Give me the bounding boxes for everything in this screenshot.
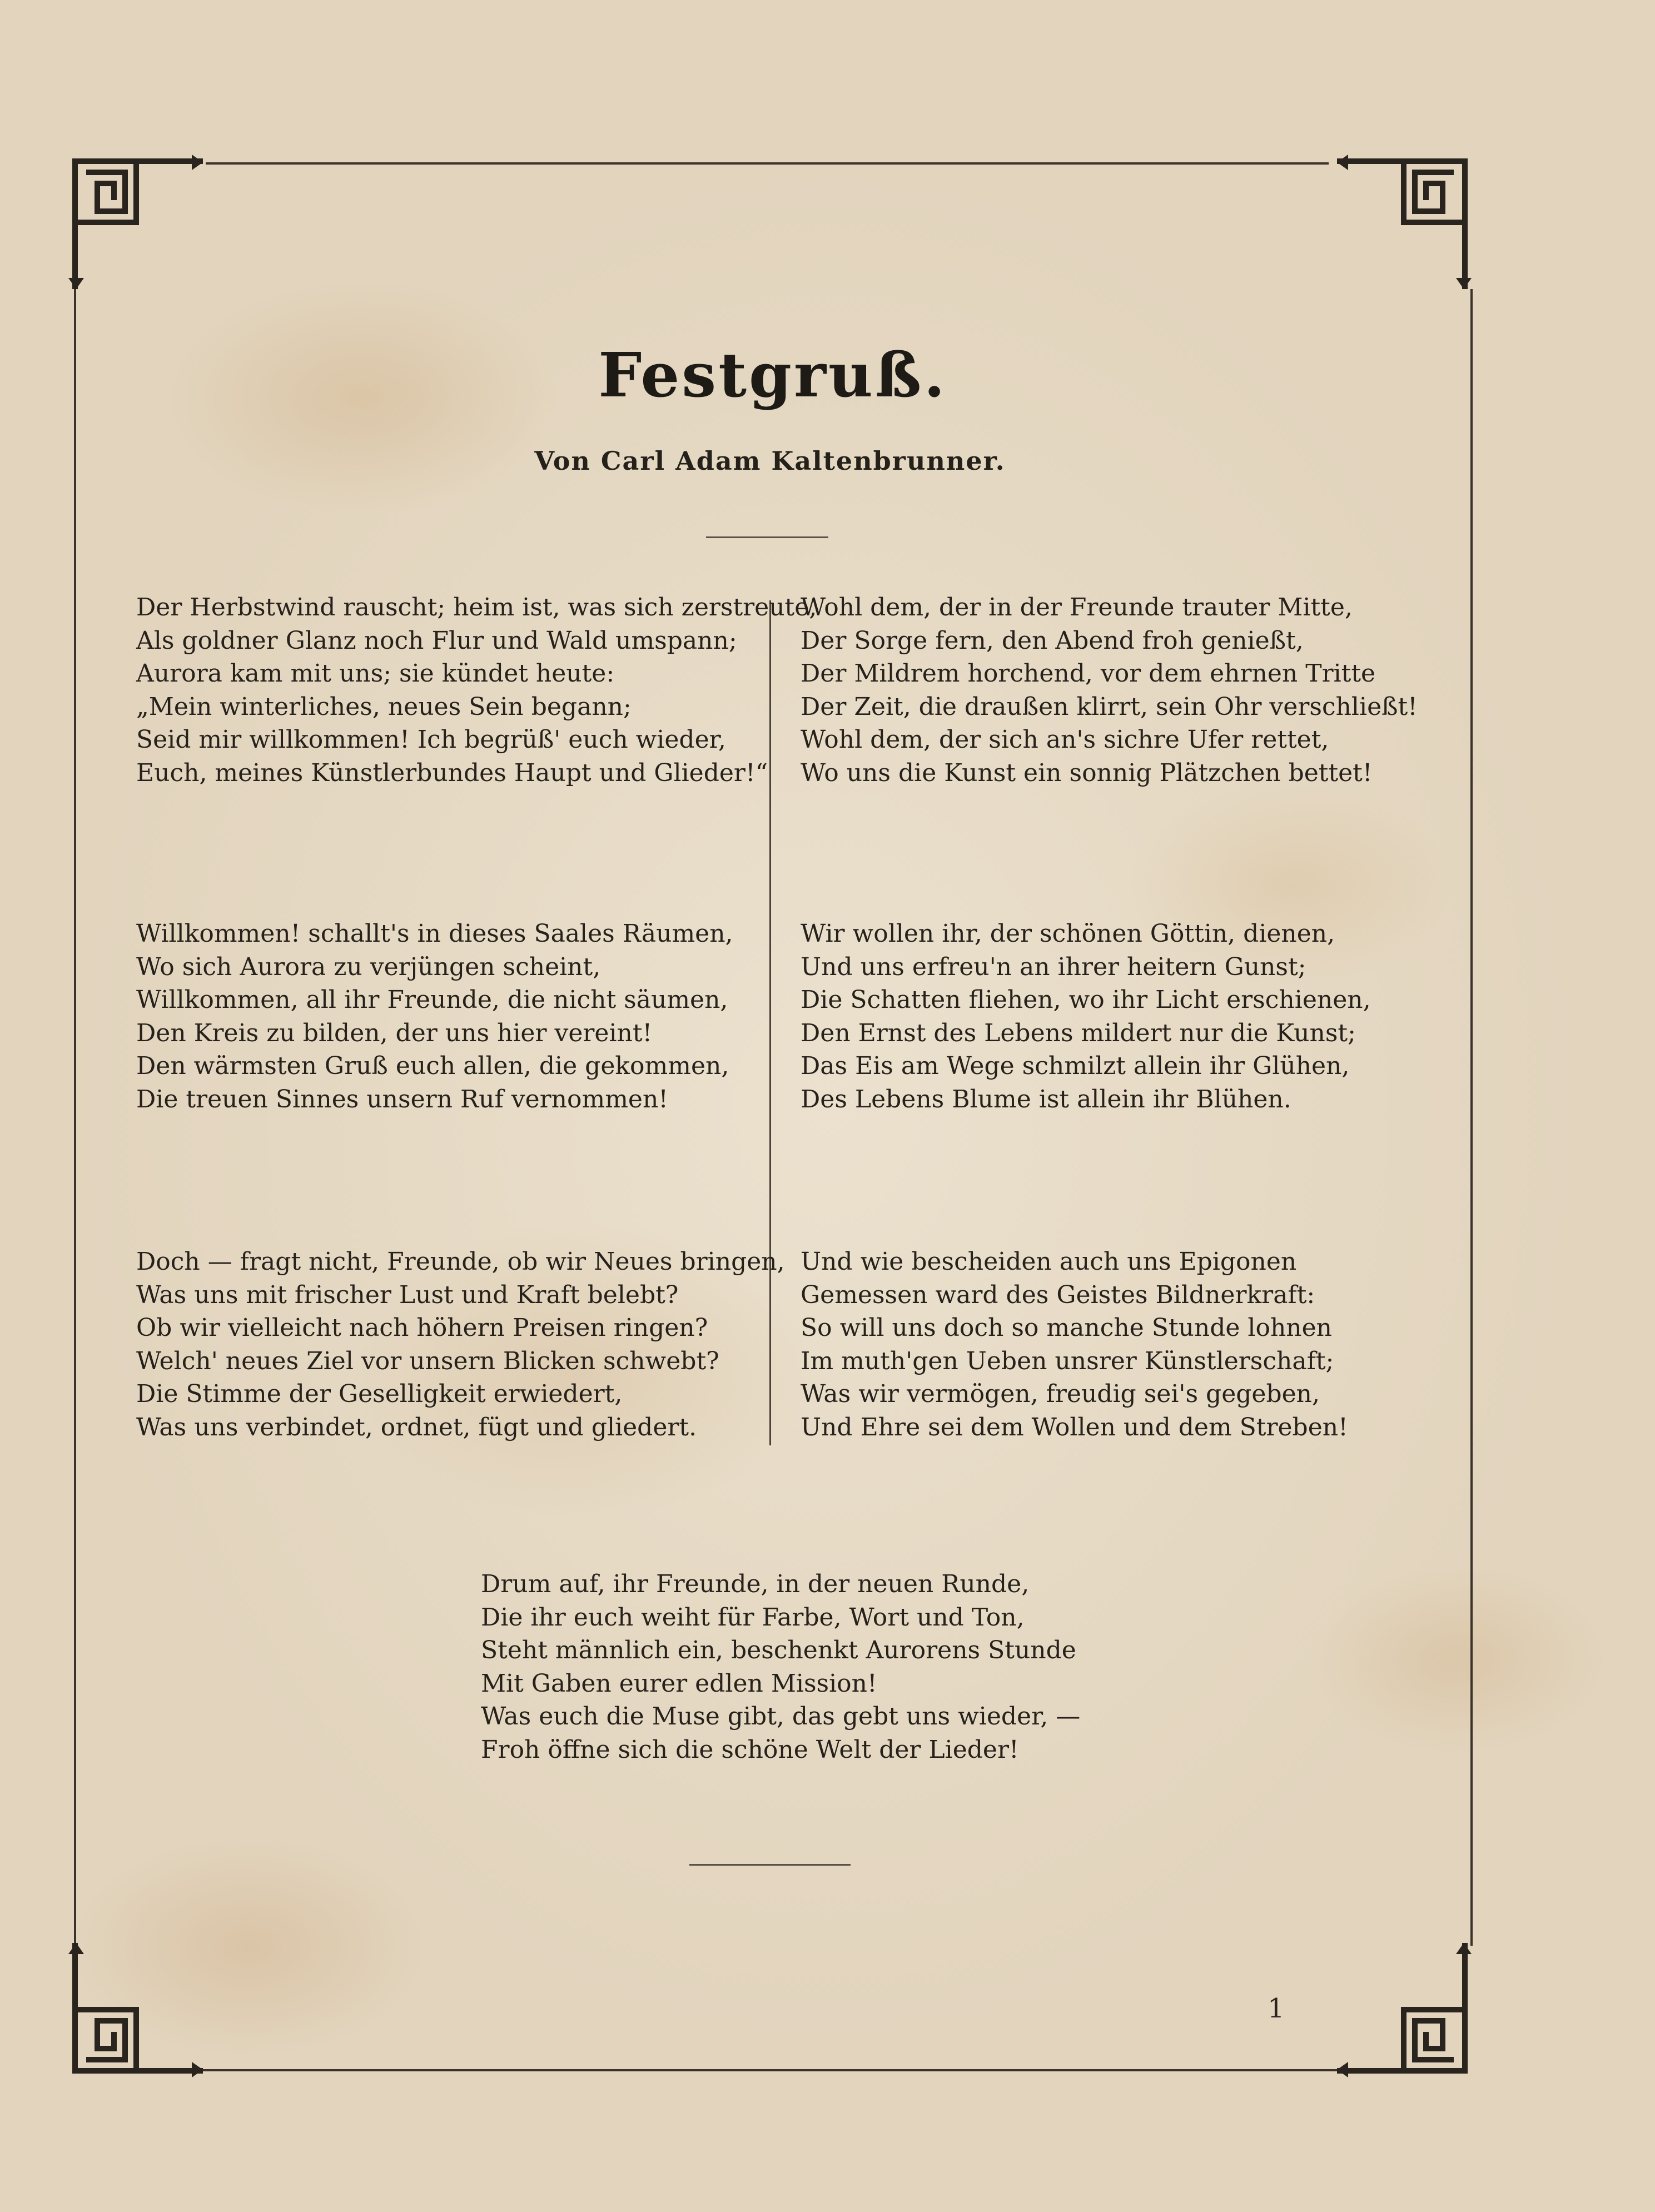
corner-ornament-bottom-left-icon xyxy=(64,1943,203,2082)
verse-line: Wohl dem, der in der Freunde trauter Mitte, xyxy=(801,593,1353,622)
verse-line: Was euch die Muse gibt, das gebt uns wieder, — xyxy=(481,1702,1081,1731)
stanza-2 xyxy=(801,591,1418,789)
stanza-7 xyxy=(481,1568,1080,1766)
verse-line: Steht männlich ein, beschenkt Aurorens Stunde xyxy=(481,1636,1076,1664)
verse-line: Der Mildrem horchend, vor dem ehrnen Tritte xyxy=(801,659,1376,688)
verse-line: Des Lebens Blume ist allein ihr Blühen. xyxy=(801,1085,1291,1114)
poem-title: Festgruß. xyxy=(598,339,947,411)
verse-line: Den Ernst des Lebens mildert nur die Kunst; xyxy=(801,1018,1356,1047)
verse-line: Die ihr euch weiht für Farbe, Wort und Ton, xyxy=(481,1603,1025,1632)
poem-author-byline: Von Carl Adam Kaltenbrunner. xyxy=(534,446,1006,476)
stanza-5 xyxy=(136,1245,785,1444)
verse-line: Was uns verbindet, ordnet, fügt und gliedert. xyxy=(136,1413,697,1441)
verse-line: Die Stimme der Geselligkeit erwiedert, xyxy=(136,1380,623,1408)
verse-line: Der Sorge fern, den Abend froh genießt, xyxy=(801,626,1304,655)
frame-bottom-border xyxy=(183,2069,1351,2071)
verse-line: „Mein winterliches, neues Sein begann; xyxy=(136,692,632,721)
stanza-3 xyxy=(136,917,733,1116)
verse-line: Und wie bescheiden auch uns Epigonen xyxy=(801,1247,1297,1276)
verse-line: Wohl dem, der sich an's sichre Ufer rettet, xyxy=(801,725,1329,754)
stanza-1 xyxy=(136,591,817,789)
verse-line: Den wärmsten Gruß euch allen, die gekommen, xyxy=(136,1052,729,1080)
verse-line: Was wir vermögen, freudig sei's gegeben, xyxy=(801,1380,1320,1408)
verse-line: Wir wollen ihr, der schönen Göttin, dienen, xyxy=(801,919,1335,948)
verse-line: Willkommen! schallt's in dieses Saales Räumen, xyxy=(136,919,733,948)
closing-divider xyxy=(689,1864,851,1866)
frame-left-border xyxy=(74,289,76,1946)
verse-line: Was uns mit frischer Lust und Kraft belebt? xyxy=(136,1280,679,1309)
verse-line: Die treuen Sinnes unsern Ruf vernommen! xyxy=(136,1085,668,1114)
verse-line: Das Eis am Wege schmilzt allein ihr Glühen, xyxy=(801,1052,1350,1080)
stanza-6 xyxy=(801,1245,1348,1444)
verse-line: Wo sich Aurora zu verjüngen scheint, xyxy=(136,952,601,981)
corner-ornament-top-right-icon xyxy=(1337,150,1476,289)
verse-line: Aurora kam mit uns; sie kündet heute: xyxy=(136,659,615,688)
title-divider xyxy=(706,536,828,538)
verse-line: Drum auf, ihr Freunde, in der neuen Runde, xyxy=(481,1570,1030,1598)
verse-line: Mit Gaben eurer edlen Mission! xyxy=(481,1669,877,1698)
verse-line: Ob wir vielleicht nach höhern Preisen ringen? xyxy=(136,1314,708,1342)
verse-line: Seid mir willkommen! Ich begrüß' euch wieder, xyxy=(136,725,726,754)
verse-line: Doch — fragt nicht, Freunde, ob wir Neues bringen, xyxy=(136,1247,785,1276)
verse-line: Wo uns die Kunst ein sonnig Plätzchen bettet! xyxy=(801,758,1373,787)
stanza-4 xyxy=(801,917,1371,1116)
verse-line: Welch' neues Ziel vor unsern Blicken schwebt? xyxy=(136,1346,719,1375)
verse-line: Als goldner Glanz noch Flur und Wald umspann; xyxy=(136,626,737,655)
verse-line: Und uns erfreu'n an ihrer heitern Gunst; xyxy=(801,952,1306,981)
corner-ornament-bottom-right-icon xyxy=(1337,1943,1476,2082)
verse-line: Die Schatten fliehen, wo ihr Licht erschienen, xyxy=(801,986,1371,1014)
verse-line: Den Kreis zu bilden, der uns hier vereint! xyxy=(136,1018,653,1047)
verse-line: Gemessen ward des Geistes Bildnerkraft: xyxy=(801,1280,1315,1309)
frame-top-border xyxy=(206,162,1329,165)
verse-line: Der Herbstwind rauscht; heim ist, was sich zerstreute, xyxy=(136,593,817,622)
verse-line: Euch, meines Künstlerbundes Haupt und Glieder!“ xyxy=(136,758,768,787)
verse-line: Im muth'gen Ueben unsrer Künstlerschaft; xyxy=(801,1346,1334,1375)
verse-line: Und Ehre sei dem Wollen und dem Streben! xyxy=(801,1413,1348,1441)
frame-right-border xyxy=(1470,289,1473,1946)
page-number: 1 xyxy=(1268,1993,1285,2024)
verse-line: So will uns doch so manche Stunde lohnen xyxy=(801,1314,1333,1342)
verse-line: Der Zeit, die draußen klirrt, sein Ohr verschließt! xyxy=(801,692,1418,721)
verse-line: Willkommen, all ihr Freunde, die nicht säumen, xyxy=(136,986,728,1014)
corner-ornament-top-left-icon xyxy=(64,150,203,289)
verse-line: Froh öffne sich die schöne Welt der Lieder! xyxy=(481,1735,1019,1764)
